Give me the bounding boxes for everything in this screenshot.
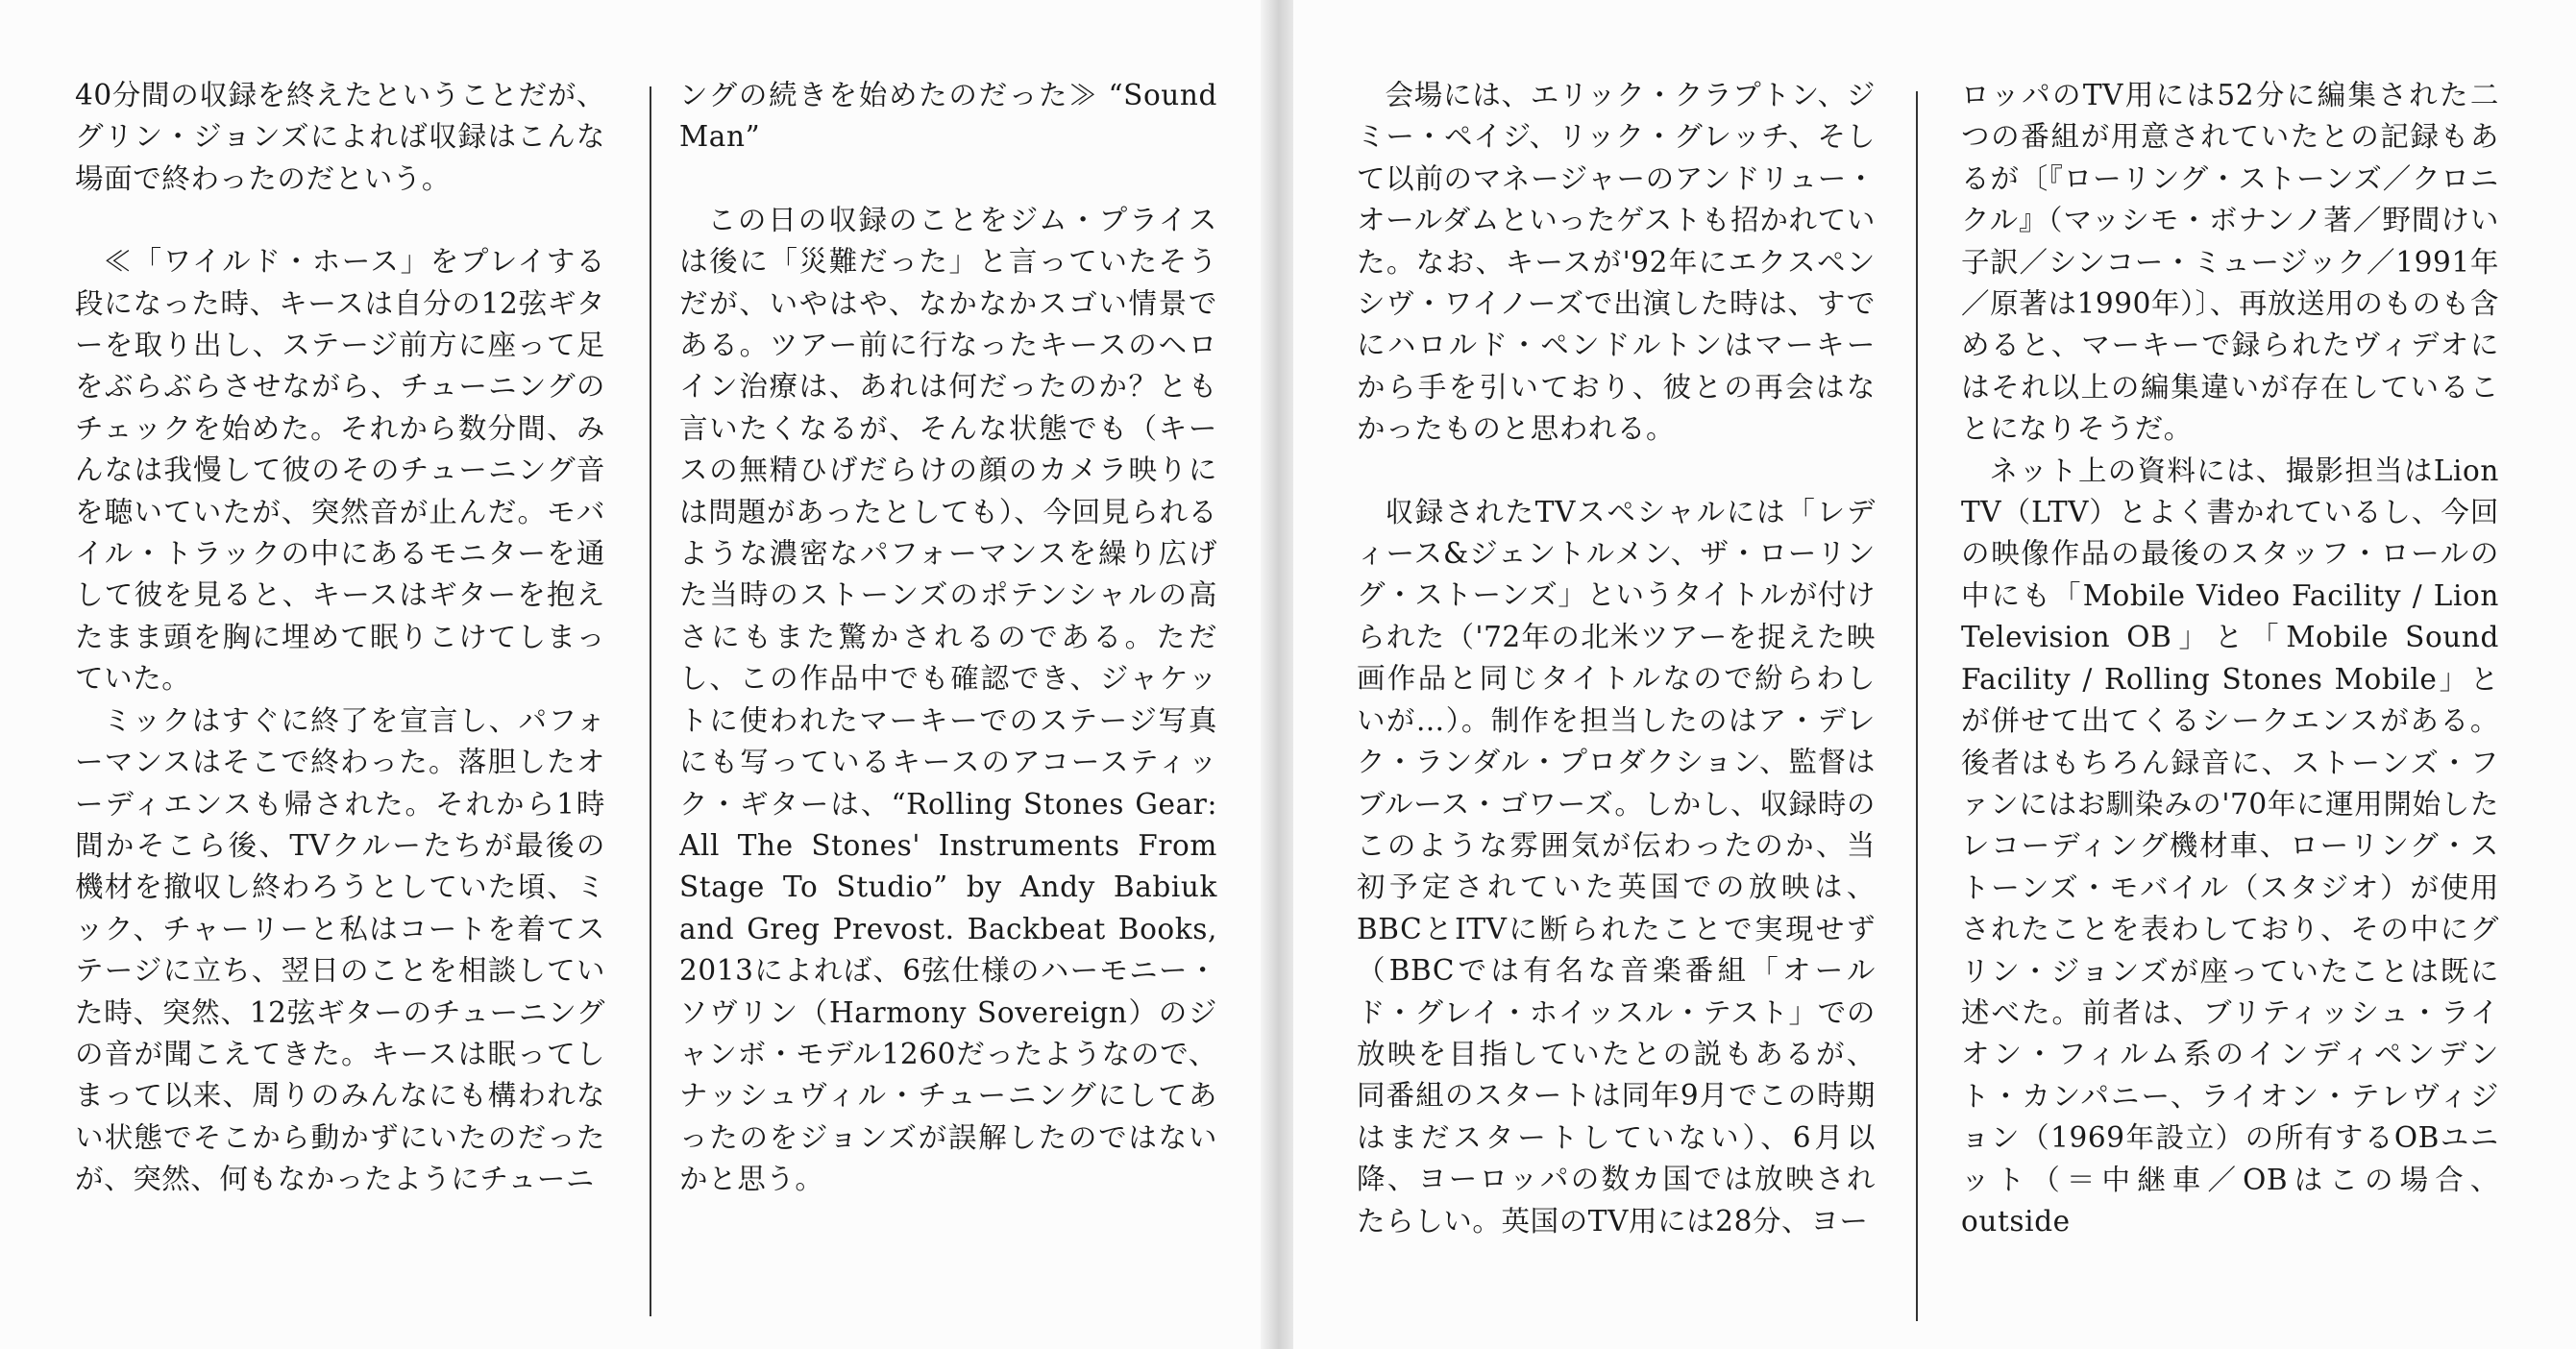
paragraph: 40分間の収録を終えたということだが、グリン・ジョンズによれば収録はこんな場面で終わったのだという。 <box>75 79 605 195</box>
paragraph: ネット上の資料には、撮影担当はLion TV（LTV）とよく書かれているし、今回の映像作品の最後のスタッフ・ロールの中にも「Mobile Video Facility / Lion Television OB」と「Mobile Sound Facility / Rolling Stones Mobile」とが併せて出てくるシークエンスがある。後者はもちろん録音に、ストーンズ・ファンにはお馴染みの'70年に運用開始したレコーディング機材車、ローリング・ストーンズ・モバイル（スタジオ）が使用されたことを表わしており、その中にグリン・ジョンズが座っていたことは既に述べた。前者は、ブリティッシュ・ライオン・フィルム系のインディペンデント・カンパニー、ライオン・テレヴィジョン（1969年設立）の所有するOBユニット（＝中継車／OBはこの場合、outside <box>1961 454 2499 1238</box>
right-page <box>1293 0 2576 1349</box>
paragraph: ミックはすぐに終了を宣言し、パフォーマンスはそこで終わった。落胆したオーディエンスも帰された。それから1時間かそこら後、TVクルーたちが最後の機材を撤収し終わろうとしていた頃、ミック、チャーリーと私はコートを着てステージに立ち、翌日のことを相談していた時、突然、12弦ギターのチューニングの音が聞こえてきた。キースは眠ってしまって以来、周りのみんなにも構われない状態でそこから動かずにいたのだったが、突然、何もなかったようにチューニ <box>75 703 605 1196</box>
left-column-2 <box>679 75 1217 1314</box>
paragraph: ≪「ワイルド・ホース」をプレイする段になった時、キースは自分の12弦ギターを取り出し、ステージ前方に座って足をぶらぶらさせながら、チューニングのチェックを始めた。それから数分間、みんなは我慢して彼のそのチューニング音を聴いていたが、突然音が止んだ。モバイル・トラックの中にあるモニターを通して彼を見ると、キースはギターを抱えたまま頭を胸に埋めて眠りこけてしまっていた。 <box>75 245 605 696</box>
left-column-1 <box>75 75 605 1314</box>
paragraph: 収録されたTVスペシャルには「レディース&ジェントルメン、ザ・ローリング・ストーンズ」というタイトルが付けられた（'72年の北米ツアーを捉えた映画作品と同じタイトルなので紛らわしいが…）。制作を担当したのはア・デレク・ランダル・プロダクション、監督はブルース・ゴワーズ。しかし、収録時のこのような雰囲気が伝わったのか、当初予定されていた英国での放映は、BBCとITVに断られたことで実現せず（BBCでは有名な音楽番組「オールド・グレイ・ホイッスル・テスト」での放映を目指していたとの説もあるが、同番組のスタートは同年9月でこの時期はまだスタートしていない）、6月以降、ヨーロッパの数カ国では放映されたらしい。英国のTV用には28分、ヨー <box>1357 495 1876 1238</box>
paragraph: ングの続きを始めたのだった≫ “Sound Man” <box>679 79 1217 154</box>
left-page <box>0 0 1261 1349</box>
paragraph: ロッパのTV用には52分に編集された二つの番組が用意されていたとの記録もあるが〔『ローリング・ストーンズ／クロニクル』（マッシモ・ボナンノ著／野間けい子訳／シンコー・ミュージック／1991年／原著は1990年）〕、再放送用のものも含めると、マーキーで録られたヴィデオにはそれ以上の編集違いが存在していることになりそうだ。 <box>1961 79 2499 446</box>
book-gutter <box>1261 0 1293 1349</box>
paragraph: この日の収録のことをジム・プライスは後に「災難だった」と言っていたそうだが、いやはや、なかなかスゴい情景である。ツアー前に行なったキースのヘロイン治療は、あれは何だったのか？とも言いたくなるが、そんな状態でも（キースの無精ひげだらけの顔のカメラ映りには問題があったとしても）、今回見られるような濃密なパフォーマンスを繰り広げた当時のストーンズのポテンシャルの高さにもまた驚かされるのである。ただし、この作品中でも確認でき、ジャケットに使われたマーキーでのステージ写真にも写っているキースのアコースティック・ギターは、“Rolling Stones Gear: All The Stones' Instruments From Stage To Studio” by Andy Babiuk and Greg Prevost. Backbeat Books, 2013によれば、6弦仕様のハーモニー・ソヴリン（Harmony Sovereign）のジャンボ・モデル1260だったようなので、ナッシュヴィル・チューニングにしてあったのをジョンズが誤解したのではないかと思う。 <box>679 203 1217 1196</box>
right-column-2 <box>1961 75 2499 1314</box>
paragraph: 会場には、エリック・クラプトン、ジミー・ペイジ、リック・グレッチ、そして以前のマネージャーのアンドリュー・オールダムといったゲストも招かれていた。なお、キースが'92年にエクスペンシヴ・ワイノーズで出演した時は、すでにハロルド・ペンドルトンはマーキーから手を引いており、彼との再会はなかったものと思われる。 <box>1357 79 1876 446</box>
column-divider <box>1916 91 1918 1321</box>
column-divider <box>650 86 651 1316</box>
right-column-1 <box>1357 75 1876 1314</box>
